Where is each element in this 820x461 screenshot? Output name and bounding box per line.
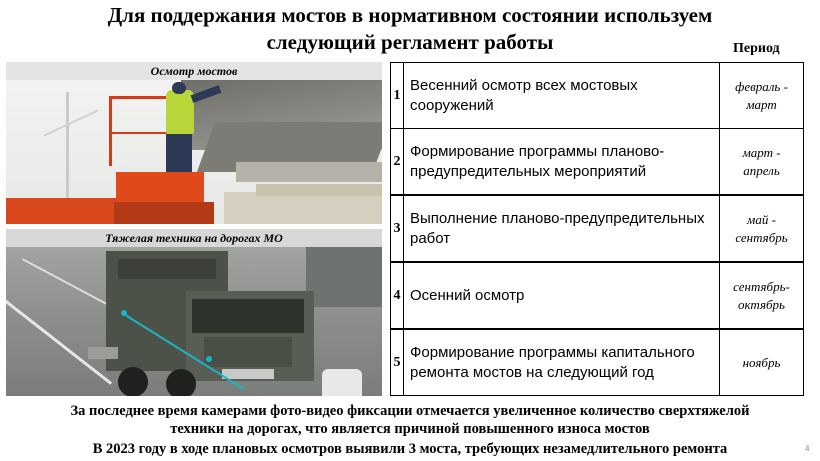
heavy-truck-photo [6, 229, 382, 396]
table-row [390, 62, 804, 129]
footer-line-1: За последнее время камерами фото-видео фиксации отмечается увеличенное количество сверхтяжелой [70, 403, 750, 419]
title-line-2: следующий регламент работы [266, 30, 554, 54]
task-description: Осенний осмотр [403, 262, 720, 329]
task-period: февраль - март [719, 62, 804, 129]
task-period: ноябрь [719, 329, 804, 396]
schedule-table [390, 62, 804, 396]
page-number: 4 [805, 444, 810, 453]
footer-note [0, 402, 820, 438]
bridge-inspection-photo [6, 62, 382, 224]
table-row [390, 128, 804, 195]
slide-title [0, 2, 820, 56]
title-line-1: Для поддержания мостов в нормативном состоянии используем [107, 3, 713, 27]
task-description: Формирование программы планово-предупредительных мероприятий [403, 128, 720, 195]
row-number: 4 [390, 262, 404, 329]
task-description: Весенний осмотр всех мостовых сооружений [403, 62, 720, 129]
table-row [390, 195, 804, 262]
task-period: май - сентябрь [719, 195, 804, 262]
table-row [390, 329, 804, 396]
task-period: сентябрь-октябрь [719, 262, 804, 329]
task-description: Выполнение планово-предупредительных работ [403, 195, 720, 262]
row-number: 3 [390, 195, 404, 262]
photo-caption: Осмотр мостов [6, 62, 382, 80]
photo-caption: Тяжелая техника на дорогах МО [6, 229, 382, 247]
row-number: 2 [390, 128, 404, 195]
row-number: 1 [390, 62, 404, 129]
task-period: март - апрель [719, 128, 804, 195]
row-number: 5 [390, 329, 404, 396]
footer-line-2: техники на дорогах, что является причиной повышенного износа мостов [170, 421, 650, 437]
task-description: Формирование программы капитального ремонта мостов на следующий год [403, 329, 720, 396]
period-column-header: Период [733, 41, 780, 56]
footer-conclusion: В 2023 году в ходе плановых осмотров выявили 3 моста, требующих незамедлительного ремонта [92, 441, 728, 457]
table-row [390, 262, 804, 329]
